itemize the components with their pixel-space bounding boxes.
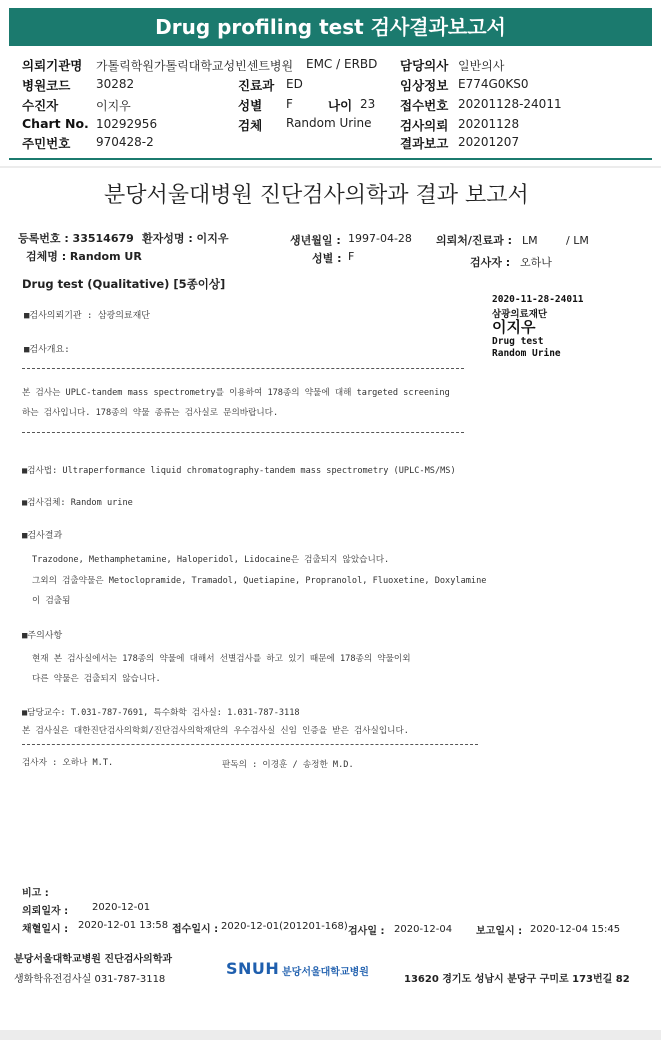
value-resident-no: 970428-2	[96, 135, 154, 149]
value-patient: 이지우	[96, 99, 131, 113]
exam-date: 2020-12-04	[394, 924, 453, 935]
stamp-test: Drug test	[492, 336, 544, 347]
value-sex: F	[286, 97, 293, 111]
value-chart-no: 10292956	[96, 117, 158, 131]
section-method: ■검사법: Ultraperformance liquid chromatography-tandem mass spectrometry (UPLC-MS/MS)	[22, 466, 456, 476]
test-name: Drug test (Qualitative) [5종이상]	[22, 277, 226, 291]
divider-top	[22, 368, 464, 369]
value-request-date: 20201128	[458, 117, 520, 131]
stamp-specimen: Random Urine	[492, 348, 561, 359]
label-request-date: 검사의뢰	[400, 118, 449, 133]
request-date: 2020-12-01	[92, 902, 151, 913]
receipt-label: 접수일시 :	[172, 924, 219, 935]
label-department: 진료과	[238, 78, 275, 93]
collection-label: 채혈일시 :	[22, 924, 69, 935]
tester-label: 검사자 :	[470, 256, 511, 269]
request-date-label: 의뢰일자 :	[22, 906, 69, 917]
value-department: ED	[286, 77, 303, 91]
lab-contact: 생화학유전검사실 031-787-3118	[14, 974, 166, 985]
result-line-1: Trazodone, Methamphetamine, Haloperidol, Lidocaine은 검출되지 않았습니다.	[32, 555, 390, 565]
note-line-1: 현재 본 검사실에서는 178종의 약물에 대해서 선별검사를 하고 있기 때문에 178종의 약물이외	[32, 654, 411, 664]
result-line-2: 그외의 검출약물은 Metoclopramide, Tramadol, Quetiapine, Propranolol, Fluoxetine, Doxylamine	[32, 576, 487, 586]
exam-label: 검사일 :	[348, 926, 385, 937]
value-specimen: Random Urine	[286, 116, 372, 130]
address: 13620 경기도 성남시 분당구 구미로 173번길 82	[404, 974, 630, 985]
dept-name: 분당서울대학교병원 진단검사의학과	[14, 954, 173, 965]
label-doctor: 담당의사	[400, 58, 449, 73]
sex-label: 성별 :	[312, 252, 342, 265]
value-clinical-info: E774G0KS0	[458, 77, 529, 91]
label-age: 나이	[328, 98, 353, 113]
section-contact: ■담당교수: T.031-787-7691, 특수화학 검사실: 1.031-787-3118	[22, 708, 300, 718]
section-specimen: ■검사검체: Random urine	[22, 498, 133, 508]
report-time: 2020-12-04 15:45	[530, 924, 621, 935]
stamp-patient-name: 이지우	[492, 318, 536, 336]
receipt-time: 2020-12-01(201201-168)	[221, 921, 348, 932]
label-chart-no: Chart No.	[22, 116, 89, 131]
label-report-date: 결과보고	[400, 136, 449, 151]
section-note-head: ■주의사항	[22, 631, 63, 641]
stamp-receipt: 2020-11-28-24011	[492, 294, 584, 305]
report-title: 분당서울대병원 진단검사의학과 결과 보고서	[104, 183, 529, 208]
value-doctor: 일반의사	[458, 59, 505, 73]
specimen-name: 검체명 : Random UR	[26, 250, 142, 263]
result-line-3: 이 검출됨	[32, 596, 71, 606]
collection-time: 2020-12-01 13:58	[78, 920, 169, 931]
sex-value: F	[348, 250, 355, 263]
referrer-value: LM	[522, 234, 538, 247]
stamp-lab: 삼광의료재단	[492, 309, 548, 320]
value-receipt-no: 20201128-24011	[458, 97, 562, 111]
note-line-2: 다른 약물은 검출되지 않습니다.	[32, 674, 161, 684]
value-agency: 가톨릭학원가톨릭대학교성빈센트병원	[96, 59, 294, 73]
summary-title: Drug profiling test 검사결과보고서	[9, 8, 652, 46]
value-report-date: 20201207	[458, 135, 520, 149]
patient-name: 환자성명 : 이지우	[142, 232, 229, 245]
section-result-head: ■검사결과	[22, 531, 63, 541]
tester-value: 오하나	[520, 256, 552, 269]
reader: 판독의 : 이경훈 / 송정한 M.D.	[222, 760, 354, 770]
value-age: 23	[360, 97, 376, 111]
label-specimen: 검체	[238, 118, 263, 133]
examiner: 검사자 : 오하나 M.T.	[22, 758, 114, 768]
dob-label: 생년월일 :	[290, 234, 341, 247]
section-certification: 본 검사실은 대한진단검사의학회/진단검사의학재단의 우수검사실 신임 인증을 받은 검사실입니다.	[22, 726, 409, 736]
summary-sheet	[0, 0, 661, 166]
label-clinical-info: 임상정보	[400, 78, 449, 93]
remark-label: 비고 :	[22, 888, 49, 899]
value-dept-suffix: EMC / ERBD	[306, 57, 378, 71]
label-patient: 수진자	[22, 98, 59, 113]
referrer-dept: / LM	[566, 234, 589, 247]
section-overview-head: ■검사개요:	[24, 345, 70, 355]
summary-divider	[9, 158, 652, 160]
registration-no: 등록번호 : 33514679	[18, 232, 134, 245]
scanned-report	[0, 168, 661, 1030]
label-agency: 의뢰기관명	[22, 58, 83, 73]
value-hospital-code: 30282	[96, 77, 135, 91]
dob-value: 1997-04-28	[348, 232, 412, 245]
label-hospital-code: 병원코드	[22, 78, 71, 93]
snuh-logo-text: 분당서울대학교병원	[282, 967, 369, 978]
report-label: 보고일시 :	[476, 926, 523, 937]
section-agency: ■검사의뢰기관 : 삼광의료재단	[24, 311, 151, 321]
label-receipt-no: 접수번호	[400, 98, 449, 113]
divider-bottom	[22, 432, 464, 433]
overview-line-2: 하는 검사입니다. 178종의 약물 종류는 검사실로 문의바랍니다.	[22, 408, 279, 418]
label-sex: 성별	[238, 98, 263, 113]
referrer-label: 의뢰처/진료과 :	[436, 234, 513, 247]
overview-line-1: 본 검사는 UPLC-tandem mass spectrometry를 이용하여 178종의 약물에 대해 targeted screening	[22, 388, 450, 398]
snuh-logo: SNUH	[226, 959, 280, 978]
label-resident-no: 주민번호	[22, 136, 71, 151]
divider-signature	[22, 744, 478, 745]
